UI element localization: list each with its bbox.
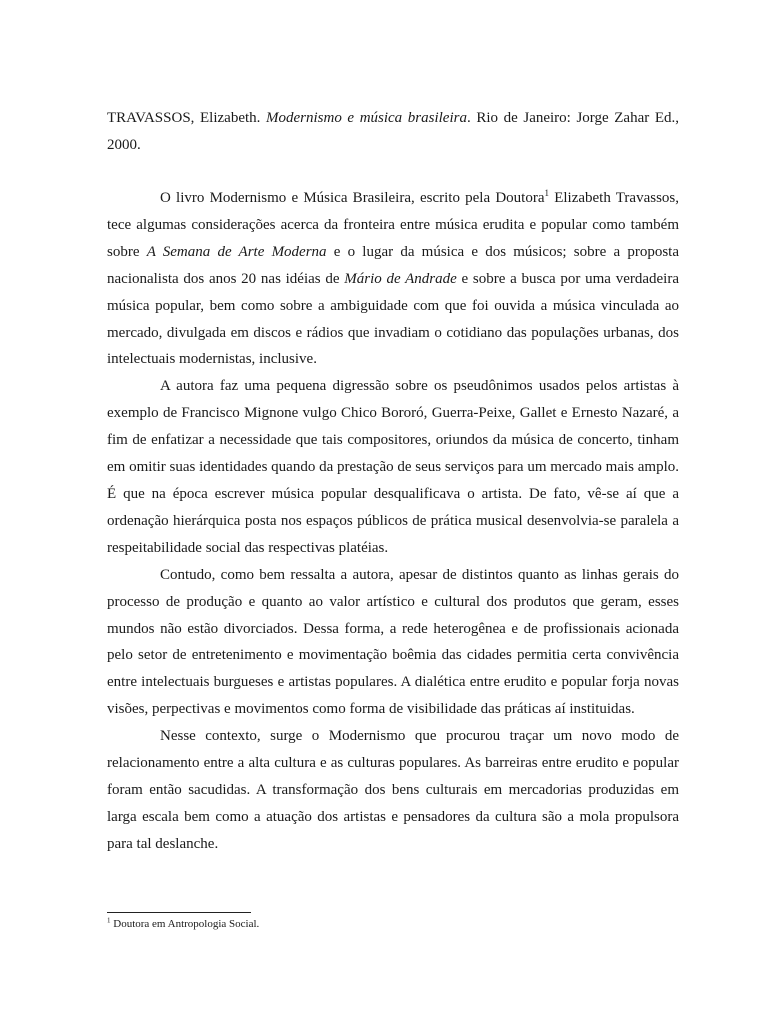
paragraph-1 <box>107 185 679 373</box>
semana-arte-moderna-title: A Semana de Arte Moderna <box>146 243 327 260</box>
footnote-reference: 1 <box>544 188 549 198</box>
footnote-mark: 1 <box>107 916 111 925</box>
bibliographic-reference <box>107 105 679 159</box>
reference-publisher: . Rio de Janeiro: Jorge Zahar Ed., 2000. <box>107 110 680 153</box>
paragraph-1-text-d: e sobre a busca por uma verdadeira música popular, bem como sobre a ambiguidade com que foi ouvida a música vinculada ao mercado, divulgada em discos e rádios que invadiam o cotidiano das populações urbanas, dos intelectuais modernistas, inclusive. <box>107 270 679 368</box>
paragraph-1-text-c: e o lugar da música e dos músicos; sobre a proposta nacionalista dos anos 20 nas idéias de <box>107 243 679 287</box>
footnote-text: Doutora em Antropologia Social. <box>110 918 260 930</box>
body-text <box>107 185 679 858</box>
paragraph-1-text-b: Elizabeth Travassos, tece algumas considerações acerca da fronteira entre música erudita e popular como também sobre <box>107 190 679 260</box>
paragraph-3: Contudo, como bem ressalta a autora, apesar de distintos quanto as linhas gerais do processo de produção e quanto ao valor artístico e cultural dos produtos que geram, esses mundos não estão divorciados. Dessa forma, a rede heterogênea e de profissionais acionada pelo setor de entretenimento e movimentação boêmia das cidades permitia certa convivência entre intelectuais burgueses e artistas populares. A dialética entre erudito e popular forja novas visões, perpectivas e movimentos como forma de visibilidade das práticas aí instituidas. <box>107 566 679 718</box>
footnote <box>107 917 679 931</box>
paragraph-2: A autora faz uma pequena digressão sobre os pseudônimos usados pelos artistas à exemplo de Francisco Mignone vulgo Chico Bororó, Guerra-Peixe, Gallet e Ernesto Nazaré, a fim de enfatizar a necessidade que tais compositores, oriundos da música de concerto, tinham em omitir suas identidades quando da prestação de seus serviços para um mercado mais amplo. É que na época escrever música popular desqualificava o artista. De fato, vê-se aí que a ordenação hierárquica posta nos espaços públicos de prática musical desenvolvia-se paralela a respeitabilidade social das respectivas platéias. <box>107 378 679 556</box>
mario-de-andrade-name: Mário de Andrade <box>344 270 457 287</box>
reference-title: Modernismo e música brasileira <box>266 110 467 126</box>
paragraph-4: Nesse contexto, surge o Modernismo que procurou traçar um novo modo de relacionamento entre a alta cultura e as culturas populares. As barreiras entre erudito e popular foram então sacudidas. A transformação dos bens culturais em mercadorias produzidas em larga escala bem como a atuação dos artistas e pensadores da cultura são a mola propulsora para tal deslanche. <box>107 728 679 852</box>
footnote-divider <box>107 912 251 913</box>
paragraph-1-text-a: O livro Modernismo e Música Brasileira, escrito pela Doutora <box>160 190 545 206</box>
reference-author: TRAVASSOS, Elizabeth. <box>107 110 266 126</box>
